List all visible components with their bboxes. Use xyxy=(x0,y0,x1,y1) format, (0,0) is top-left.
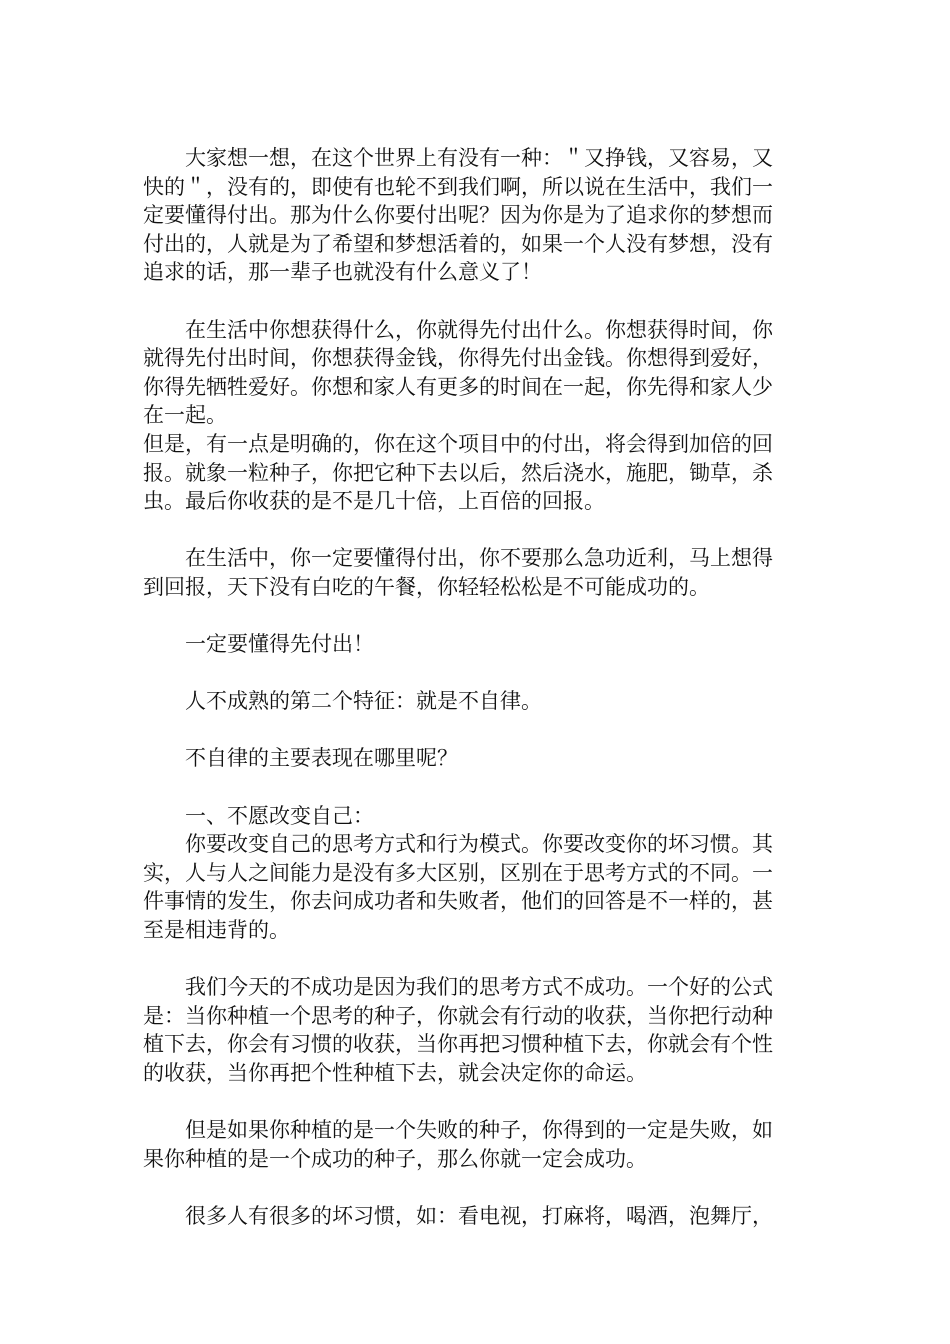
paragraph-10: 但是如果你种植的是一个失败的种子，你得到的一定是失败，如果你种植的是一个成功的种子，那么你就一定会成功。 xyxy=(143,1118,773,1171)
paragraph-8: 你要改变自己的思考方式和行为模式。你要改变你的坏习惯。其实，人与人之间能力是没有多大区别，区别在于思考方式的不同。一件事情的发生，你去问成功者和失败者，他们的回答是不一样的，甚至是相违背的。 xyxy=(143,832,773,943)
section-heading: 一、不愿改变自己： xyxy=(185,803,374,828)
paragraph-11: 很多人有很多的坏习惯，如：看电视，打麻将，喝酒，泡舞厅， xyxy=(185,1203,773,1228)
paragraph-7: 不自律的主要表现在哪里呢？ xyxy=(185,746,458,771)
document-page xyxy=(143,144,793,1231)
paragraph-9: 我们今天的不成功是因为我们的思考方式不成功。一个好的公式是：当你种植一个思考的种子，你就会有行动的收获，当你把行动种植下去，你会有习惯的收获，当你再把习惯种植下去，你就会有个性的收获，当你再把个性种植下去，就会决定你的命运。 xyxy=(143,975,773,1085)
paragraph-4: 在生活中，你一定要懂得付出，你不要那么急功近利，马上想得到回报，天下没有白吃的午餐，你轻轻松松是不可能成功的。 xyxy=(143,546,773,599)
paragraph-3: 但是，有一点是明确的，你在这个项目中的付出，将会得到加倍的回报。就象一粒种子，你把它种下去以后，然后浇水，施肥，锄草，杀虫。最后你收获的是不是几十倍，上百倍的回报。 xyxy=(143,431,773,514)
paragraph-2: 在生活中你想获得什么，你就得先付出什么。你想获得时间，你就得先付出时间，你想获得金钱，你得先付出金钱。你想得到爱好，你得先牺牲爱好。你想和家人有更多的时间在一起，你先得和家人少在一起。 xyxy=(143,317,773,428)
paragraph-1: 大家想一想，在这个世界上有没有一种：＂又挣钱，又容易，又快的＂，没有的，即使有也轮不到我们啊，所以说在生活中，我们一定要懂得付出。那为什么你要付出呢？因为你是为了追求你的梦想而付出的，人就是为了希望和梦想活着的，如果一个人没有梦想，没有追求的话，那一辈子也就没有什么意义了！ xyxy=(143,146,773,285)
paragraph-5: 一定要懂得先付出！ xyxy=(185,632,374,657)
paragraph-6: 人不成熟的第二个特征：就是不自律。 xyxy=(185,689,542,714)
